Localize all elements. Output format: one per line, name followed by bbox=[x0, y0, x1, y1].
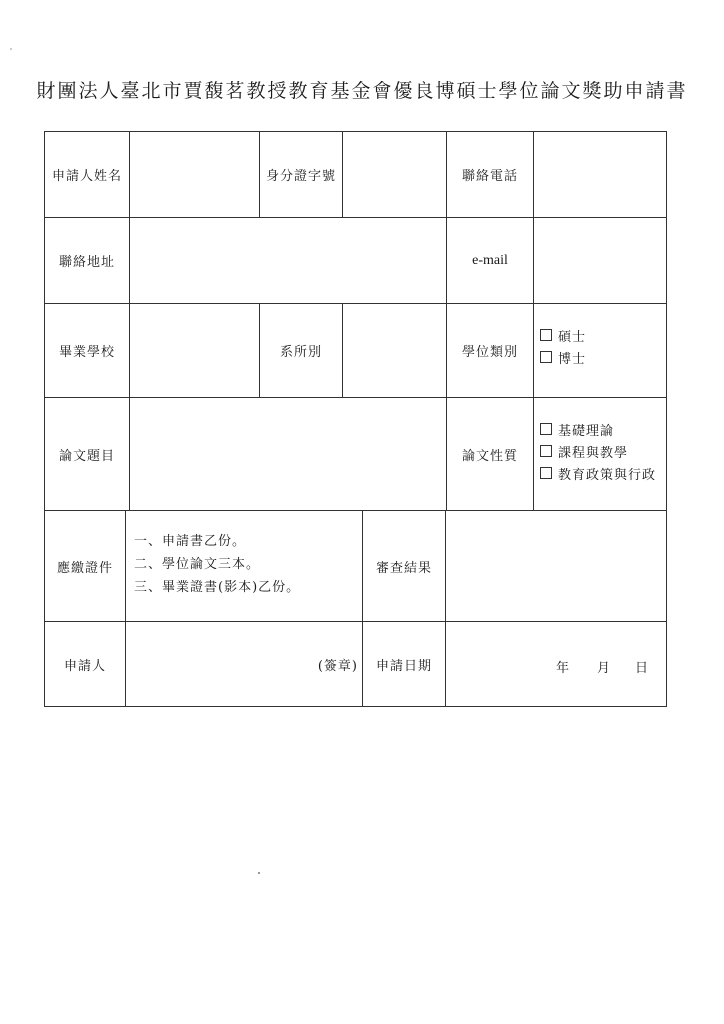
checkbox-icon[interactable] bbox=[540, 351, 552, 363]
department-label: 系所別 bbox=[279, 345, 322, 360]
scan-speck bbox=[10, 48, 12, 50]
degree-option-doctor[interactable]: 博士 bbox=[540, 346, 586, 368]
document-item: 三、畢業證書(影本)乙份。 bbox=[134, 580, 301, 595]
documents-label: 應繳證件 bbox=[56, 560, 113, 576]
apply-date-label: 申請日期 bbox=[375, 658, 432, 674]
degree-options bbox=[540, 324, 586, 368]
phone-field[interactable] bbox=[534, 132, 666, 217]
seal-label: (簽章) bbox=[317, 658, 358, 674]
nature-option-theory[interactable]: 基礎理論 bbox=[540, 418, 656, 440]
applicant-label: 申請人 bbox=[63, 658, 106, 674]
address-label: 聯絡地址 bbox=[58, 255, 115, 270]
id-number-field[interactable] bbox=[343, 132, 446, 217]
applicant-name-label: 申請人姓名 bbox=[51, 169, 122, 184]
email-label: e-mail bbox=[472, 252, 508, 268]
documents-list bbox=[134, 530, 300, 599]
scan-speck bbox=[258, 872, 260, 874]
form-title: 財團法人臺北市賈馥茗教授教育基金會優良博碩士學位論文獎助申請書 bbox=[36, 80, 688, 102]
id-number-label: 身分證字號 bbox=[265, 169, 336, 184]
date-year: 年 bbox=[556, 661, 570, 676]
degree-type-label: 學位類別 bbox=[461, 345, 518, 360]
thesis-title-label: 論文題目 bbox=[58, 448, 115, 464]
school-label: 畢業學校 bbox=[58, 345, 115, 360]
document-item: 一、申請書乙份。 bbox=[134, 534, 247, 549]
thesis-title-field[interactable] bbox=[130, 398, 446, 510]
checkbox-icon[interactable] bbox=[540, 329, 552, 341]
document-item: 二、學位論文三本。 bbox=[134, 557, 261, 572]
nature-option-curriculum[interactable]: 課程與教學 bbox=[540, 440, 656, 462]
signature-field[interactable] bbox=[126, 622, 362, 706]
review-result-label: 審查結果 bbox=[375, 560, 432, 576]
review-result-field[interactable] bbox=[446, 511, 666, 621]
degree-option-master[interactable]: 碩士 bbox=[540, 324, 586, 346]
department-field[interactable] bbox=[343, 304, 446, 397]
checkbox-icon[interactable] bbox=[540, 423, 552, 435]
email-field[interactable] bbox=[534, 218, 666, 303]
nature-option-policy[interactable]: 教育政策與行政 bbox=[540, 462, 656, 484]
phone-label: 聯絡電話 bbox=[461, 169, 518, 184]
checkbox-icon[interactable] bbox=[540, 445, 552, 457]
applicant-name-field[interactable] bbox=[130, 132, 259, 217]
thesis-nature-label: 論文性質 bbox=[461, 448, 518, 464]
school-field[interactable] bbox=[130, 304, 259, 397]
date-month: 月 bbox=[597, 661, 611, 676]
checkbox-icon[interactable] bbox=[540, 467, 552, 479]
thesis-nature-options bbox=[540, 418, 656, 484]
date-day: 日 bbox=[635, 661, 649, 676]
address-field[interactable] bbox=[130, 218, 446, 303]
